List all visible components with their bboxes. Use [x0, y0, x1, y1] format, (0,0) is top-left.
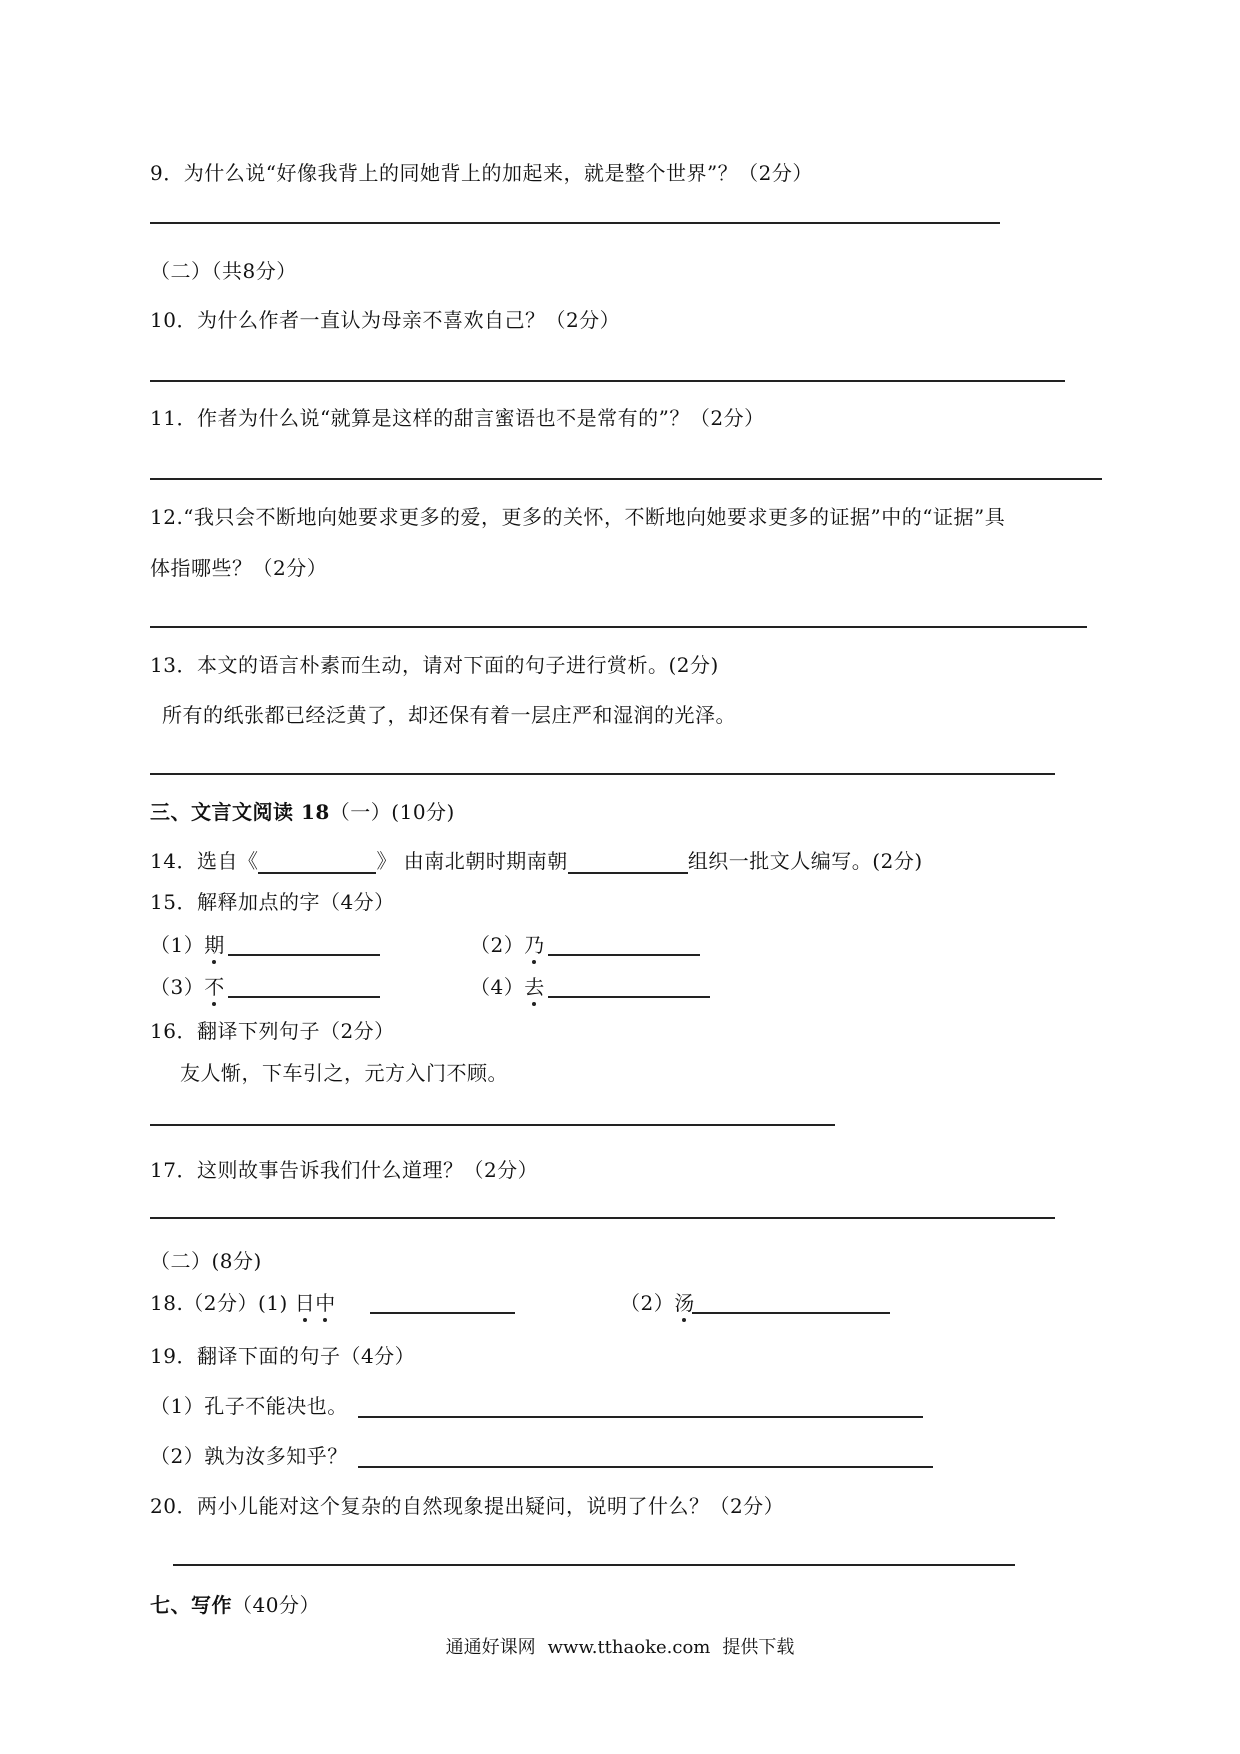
question-18-prefix: 18.（2分）(1)	[150, 1291, 288, 1315]
question-14-part-b: 》 由南北朝时期南朝	[376, 849, 568, 873]
question-12-line1: 12.“我只会不断地向她要求更多的爱，更多的关怀，不断地向她要求更多的证据”中的“证据”具	[150, 505, 1006, 529]
q15-item-4-blank[interactable]	[548, 996, 710, 998]
question-14-part-c: 组织一批文人编写。(2分)	[687, 849, 923, 873]
question-9: 9．为什么说“好像我背上的同她背上的加起来，就是整个世界”？（2分）	[150, 161, 813, 185]
question-18-char-2: 中	[315, 1291, 336, 1315]
question-18-item-2-label: （2）	[620, 1291, 675, 1315]
q15-item-1	[150, 932, 225, 958]
question-18-blank-2[interactable]	[692, 1312, 890, 1314]
answer-line-11[interactable]	[150, 478, 1102, 480]
question-18-item-2	[620, 1290, 695, 1316]
footer-suffix: 提供下载	[722, 1637, 795, 1658]
question-13: 13．本文的语言朴素而生动，请对下面的句子进行赏析。(2分)	[150, 653, 719, 677]
footer-url[interactable]: www.tthaoke.com	[547, 1637, 711, 1658]
question-14	[150, 848, 923, 874]
question-13-sentence: 所有的纸张都已经泛黄了，却还保有着一层庄严和湿润的光泽。	[162, 703, 736, 727]
q15-item-2-label: （2）	[470, 933, 525, 957]
question-17: 17．这则故事告诉我们什么道理？（2分）	[150, 1158, 539, 1182]
section-heading-writing	[150, 1592, 320, 1618]
section-heading-classical	[150, 799, 455, 825]
answer-line-16[interactable]	[150, 1124, 835, 1126]
answer-line-10[interactable]	[150, 380, 1065, 382]
answer-line-13[interactable]	[150, 773, 1055, 775]
answer-line-20[interactable]	[173, 1564, 1015, 1566]
section-heading-2: （二）(8分)	[150, 1249, 262, 1273]
question-14-part-a: 14．选自《	[150, 849, 259, 873]
footer-site-name: 通通好课网	[445, 1637, 536, 1658]
q15-item-3	[150, 974, 225, 1000]
q15-item-1-char: 期	[204, 933, 225, 957]
q15-item-4-label: （4）	[470, 975, 525, 999]
question-18	[150, 1290, 336, 1316]
question-18-blank-1[interactable]	[370, 1312, 515, 1314]
q15-item-2-char: 乃	[524, 933, 545, 957]
answer-line-12[interactable]	[150, 626, 1087, 628]
writing-heading-rest: （40分）	[232, 1593, 320, 1617]
q15-item-2-blank[interactable]	[548, 954, 700, 956]
question-19-1: （1）孔子不能决也。	[150, 1394, 348, 1418]
blank-book-title[interactable]	[258, 852, 376, 874]
q15-item-4-char: 去	[524, 975, 545, 999]
section-heading: （二）（共8分）	[150, 259, 297, 283]
q15-item-1-label: （1）	[150, 933, 205, 957]
section-heading-bold: 三、文言文阅读 18	[150, 800, 330, 824]
q15-item-3-char: 不	[204, 975, 225, 999]
answer-line-17[interactable]	[150, 1217, 1055, 1219]
question-18-item-2-char: 汤	[674, 1291, 695, 1315]
question-20: 20．两小儿能对这个复杂的自然现象提出疑问，说明了什么？（2分）	[150, 1494, 785, 1518]
q15-item-3-label: （3）	[150, 975, 205, 999]
question-18-char-1: 日	[294, 1291, 316, 1315]
question-16-sentence: 友人惭，下车引之，元方入门不顾。	[180, 1061, 508, 1085]
blank-organizer[interactable]	[568, 852, 688, 874]
question-19-2-blank[interactable]	[358, 1466, 933, 1468]
writing-heading-bold: 七、写作	[150, 1593, 232, 1617]
q15-item-3-blank[interactable]	[228, 996, 380, 998]
question-19-1-blank[interactable]	[358, 1416, 923, 1418]
question-19: 19．翻译下面的句子（4分）	[150, 1344, 416, 1368]
footer	[0, 1636, 1240, 1660]
question-15: 15．解释加点的字（4分）	[150, 890, 395, 914]
question-16: 16．翻译下列句子（2分）	[150, 1019, 395, 1043]
question-11: 11．作者为什么说“就算是这样的甜言蜜语也不是常有的”？（2分）	[150, 406, 765, 430]
q15-item-1-blank[interactable]	[228, 954, 380, 956]
q15-item-4	[470, 974, 545, 1000]
section-heading-rest: （一）(10分)	[329, 800, 455, 824]
question-19-2: （2）孰为汝多知乎？	[150, 1444, 348, 1468]
question-12-line2: 体指哪些？（2分）	[150, 556, 328, 580]
answer-line-9[interactable]	[150, 222, 1000, 224]
q15-item-2	[470, 932, 545, 958]
question-10: 10．为什么作者一直认为母亲不喜欢自己？（2分）	[150, 308, 621, 332]
